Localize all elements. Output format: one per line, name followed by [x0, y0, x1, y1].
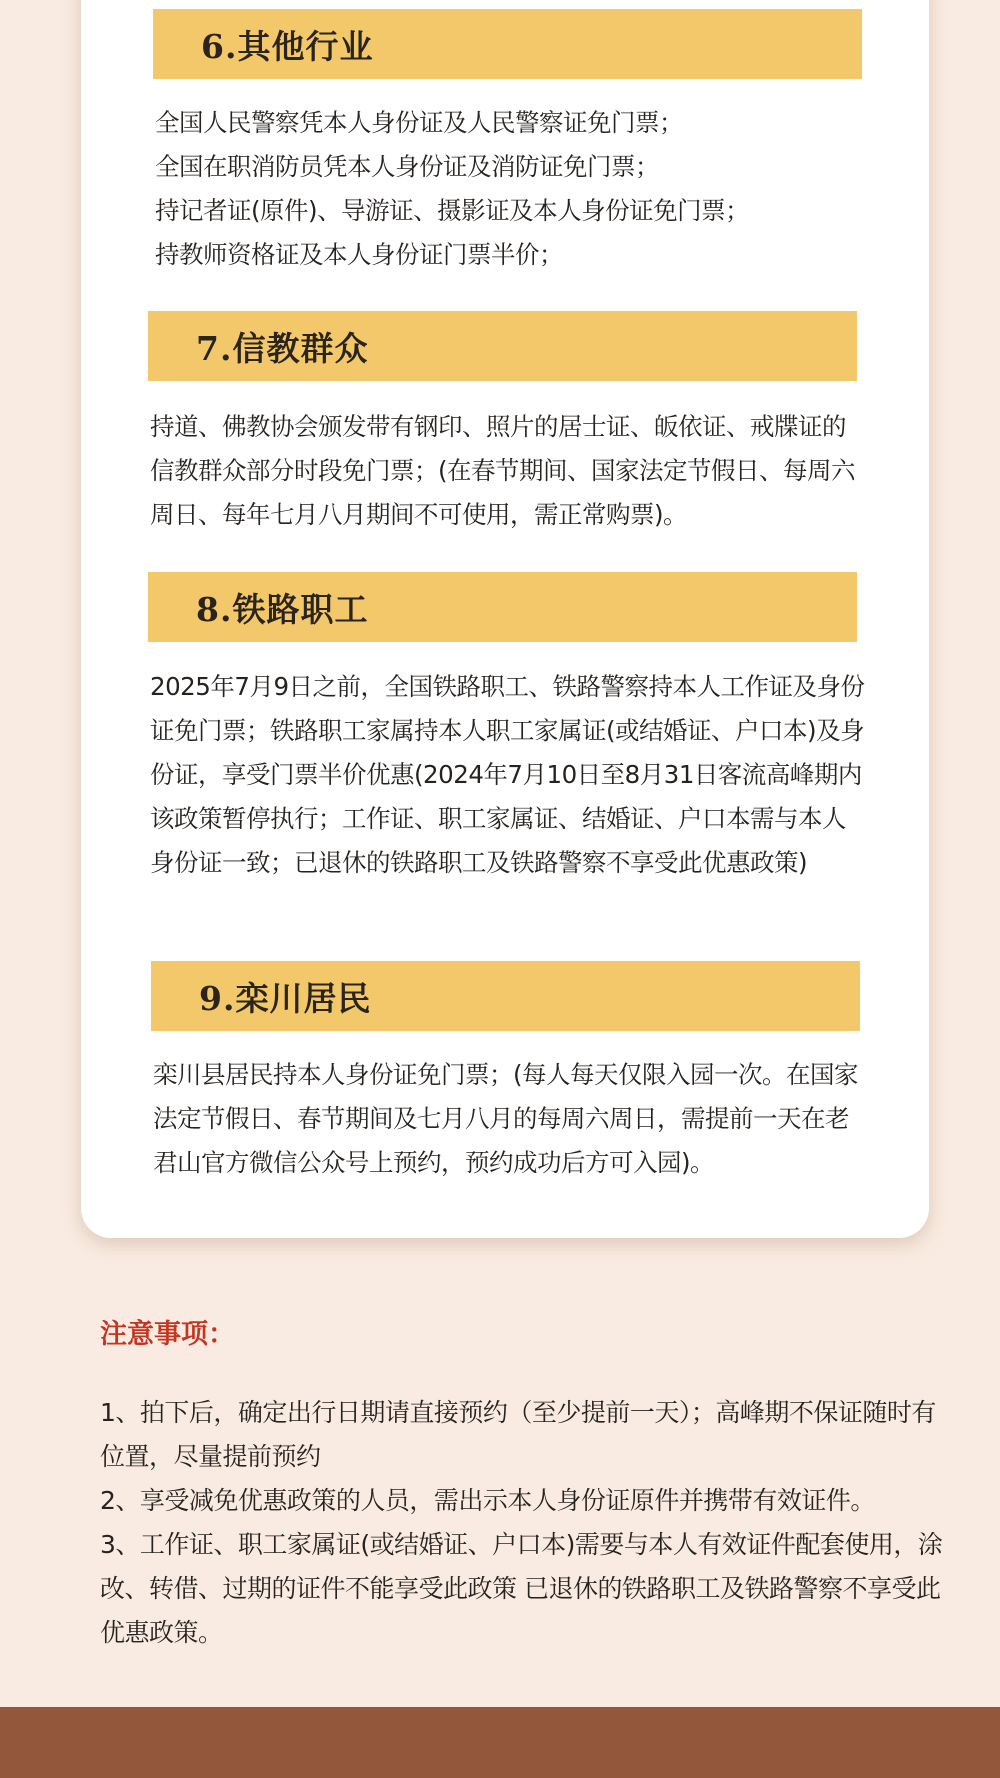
- section-text: 2025年7月9日之前，全国铁路职工、铁路警察持本人工作证及身份证免门票；铁路职工家属持本人职工家属证(或结婚证、户口本)及身份证，享受门票半价优惠(2024年7月10日至8月31日客流高峰期内该政策暂停执行；工作证、职工家属证、结婚证、户口本需与本人身份证一致；已退休的铁路职工及铁路警察不享受此优惠政策): [150, 672, 865, 877]
- section-title: 8.铁路职工: [196, 589, 369, 629]
- notice-item: 1、拍下后，确定出行日期请直接预约（至少提前一天）；高峰期不保证随时有位置，尽量提前预约: [100, 1398, 936, 1471]
- list-item: 持教师资格证及本人身份证门票半价；: [155, 240, 563, 269]
- footer-bar: [0, 1707, 1000, 1778]
- list-item: 全国人民警察凭本人身份证及人民警察证免门票；: [155, 108, 683, 137]
- section-body-other-industries: [155, 101, 875, 277]
- section-title: 6.其他行业: [201, 26, 374, 66]
- notice-item: 2、享受减免优惠政策的人员，需出示本人身份证原件并携带有效证件。: [100, 1486, 875, 1515]
- section-header-religious: [148, 311, 857, 381]
- section-header-other-industries: [153, 9, 862, 79]
- list-item: 全国在职消防员凭本人身份证及消防证免门票；: [155, 152, 659, 181]
- section-text: 栾川县居民持本人身份证免门票；(每人每天仅限入园一次。在国家法定节假日、春节期间及七月八月的每周六周日，需提前一天在老君山官方微信公众号上预约，预约成功后方可入园)。: [153, 1060, 859, 1177]
- section-title: 7.信教群众: [196, 328, 369, 368]
- section-body-religious: [150, 405, 866, 537]
- section-text: 持道、佛教协会颁发带有钢印、照片的居士证、皈依证、戒牒证的信教群众部分时段免门票；(在春节期间、国家法定节假日、每周六周日、每年七月八月期间不可使用，需正常购票)。: [150, 412, 856, 529]
- section-title: 9.栾川居民: [199, 978, 372, 1018]
- list-item: 持记者证(原件)、导游证、摄影证及本人身份证免门票；: [155, 196, 750, 225]
- section-header-luanchuan: [151, 961, 860, 1031]
- section-body-railway: [150, 665, 866, 885]
- section-body-luanchuan: [153, 1053, 869, 1185]
- notice-title: 注意事项：: [100, 1319, 235, 1350]
- section-header-railway: [148, 572, 857, 642]
- notice-list: [100, 1391, 950, 1655]
- notice-item: 3、工作证、职工家属证(或结婚证、户口本)需要与本人有效证件配套使用，涂改、转借、过期的证件不能享受此政策 已退休的铁路职工及铁路警察不享受此优惠政策。: [100, 1530, 943, 1647]
